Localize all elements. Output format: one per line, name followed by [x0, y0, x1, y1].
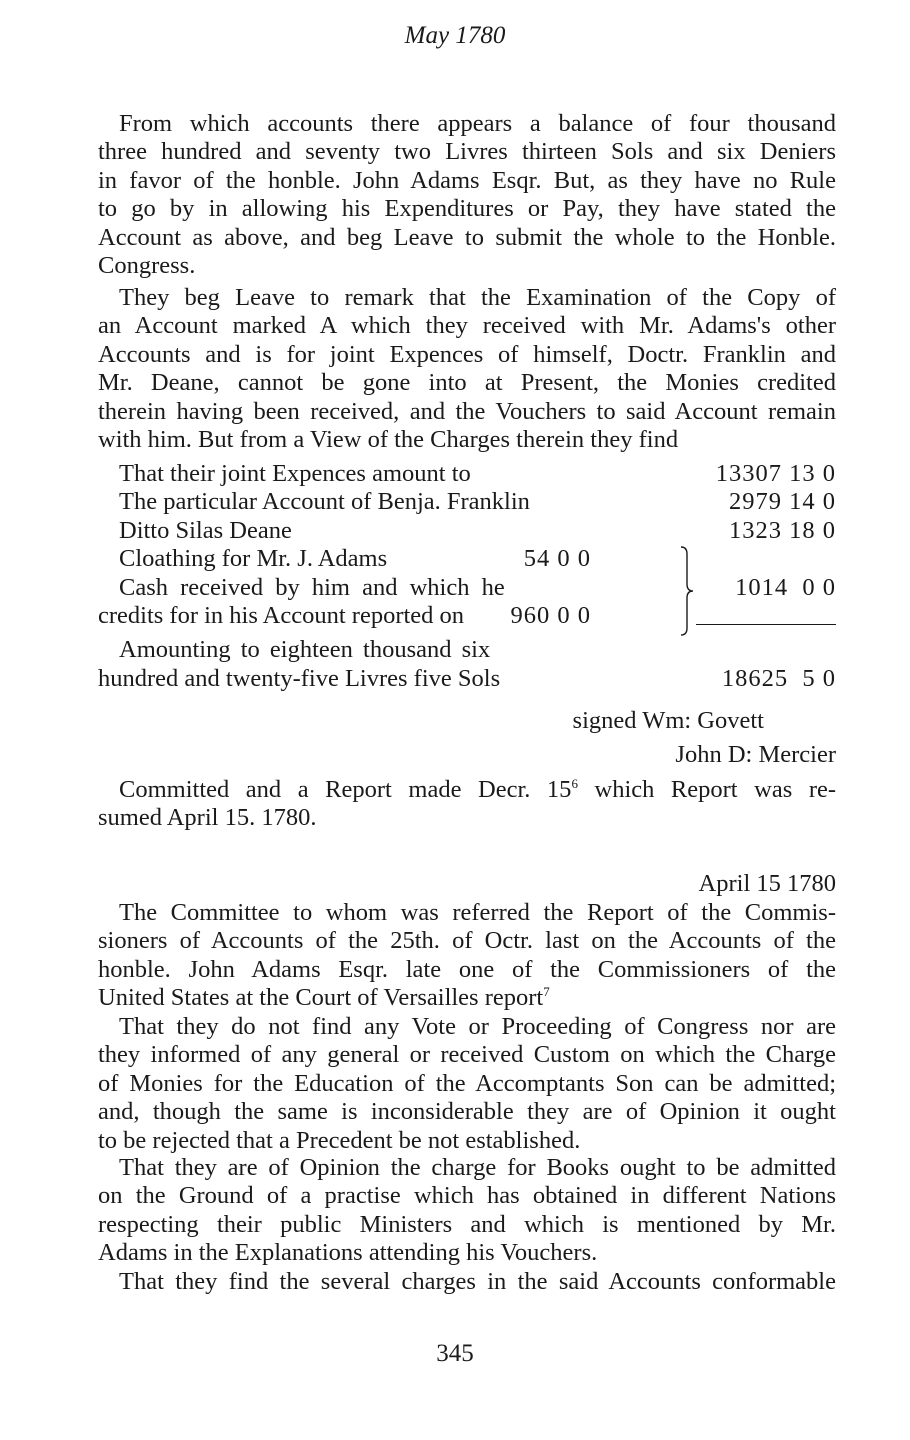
text-segment: United States at the Court of Versailles report [98, 984, 544, 1012]
text-line: on the Ground of a practise which has obtained in different Nations [98, 1182, 836, 1210]
paragraph-remark [98, 284, 836, 454]
ledger-label: Cash received by him and which he [119, 573, 505, 601]
text-line: The Committee to whom was referred the Report of the Commis- [119, 899, 836, 926]
text-line: That they find the several charges in the said Accounts conformable [119, 1268, 836, 1295]
text-line: Accounts and is for joint Expences of himself, Doctr. Franklin and [98, 340, 836, 368]
ledger-row [119, 460, 836, 488]
text-line: That they do not find any Vote or Proceeding of Congress nor are [119, 1013, 836, 1040]
running-head: May 1780 [404, 22, 506, 49]
paragraph-books [98, 1154, 836, 1268]
ledger-subtotal: 54 0 0 [523, 545, 591, 573]
paragraph-conformable [119, 1268, 836, 1296]
text-line: therein having been received, and the Vouchers to said Account remain [98, 397, 836, 425]
text-line: They beg Leave to remark that the Examination of the Copy of [119, 284, 836, 311]
ledger-row [98, 664, 836, 693]
sum-rule [696, 624, 836, 625]
right-brace-icon [679, 546, 699, 636]
ledger-row [98, 601, 836, 630]
text-line: From which accounts there appears a balance of four thousand [119, 110, 836, 137]
ledger-row [119, 574, 836, 602]
ledger-label: That their joint Expences amount to [119, 460, 471, 487]
text-line: with him. But from a View of the Charges therein they find [98, 426, 679, 454]
text-line: That they are of Opinion the charge for Books ought to be admitted [119, 1154, 836, 1181]
ledger-row [119, 517, 836, 545]
ledger-amount: 2979 14 0 [729, 488, 836, 516]
text-line: in favor of the honble. John Adams Esqr. But, as they have no Rule [98, 166, 836, 194]
footnote-marker: 6 [571, 776, 578, 791]
text-line: of Monies for the Education of the Accomptants Son can be admitted; [98, 1069, 836, 1097]
text-line: three hundred and seventy two Livres thirteen Sols and six Deniers [98, 138, 836, 166]
text-line: to go by in allowing his Expenditures or Pay, they have stated the [98, 195, 836, 223]
text-segment: which Report was re- [594, 776, 837, 803]
ledger-subtotal: 960 0 0 [510, 601, 591, 629]
text-line: and, though the same is inconsiderable they are of Opinion it ought [98, 1098, 836, 1126]
text-line: honble. John Adams Esqr. late one of the Commissioners of the [98, 955, 836, 983]
ledger-row [119, 545, 836, 573]
paragraph-education [98, 1013, 836, 1155]
ledger-row [119, 636, 836, 664]
text-line: to be rejected that a Precedent be not established. [98, 1126, 581, 1154]
text-line: Adams in the Explanations attending his Vouchers. [98, 1239, 598, 1267]
ledger-amount: 1014 0 0 [735, 573, 836, 601]
text-line: they informed of any general or received Custom on which the Charge [98, 1041, 836, 1069]
text-line: sioners of Accounts of the 25th. of Octr. last on the Accounts of the [98, 927, 836, 955]
ledger-label: Amounting to eighteen thousand six [119, 636, 491, 664]
paragraph-balance [98, 110, 836, 280]
paragraph-committee [98, 899, 836, 1013]
text-line [98, 984, 836, 1012]
ledger-label: Cloathing for Mr. J. Adams [119, 545, 388, 573]
footnote-marker: 7 [543, 984, 550, 1000]
ledger-label: The particular Account of Benja. Franklin [119, 488, 530, 516]
ledger-amount: 1323 18 0 [729, 516, 836, 544]
ledger-row [119, 488, 836, 516]
text-line: Congress. [98, 252, 196, 280]
paragraph-committed [98, 776, 837, 833]
ledger-amount: 13307 13 0 [715, 460, 836, 487]
page-number: 345 [436, 1340, 474, 1367]
text-line: Mr. Deane, cannot be gone into at Present, the Monies credited [98, 369, 836, 397]
ledger-label: Ditto Silas Deane [119, 516, 292, 544]
signature-govett: signed Wm: Govett [572, 707, 764, 734]
text-line: respecting their public Ministers and which is mentioned by Mr. [98, 1210, 836, 1238]
text-line: sumed April 15. 1780. [98, 804, 317, 832]
ledger-total: 18625 5 0 [721, 664, 836, 692]
text-line: an Account marked A which they received with Mr. Adams's other [98, 312, 836, 340]
account-ledger [98, 460, 836, 693]
signature-mercier: John D: Mercier [675, 741, 836, 768]
ledger-label: credits for in his Account reported on [98, 601, 465, 629]
text-line: Account as above, and beg Leave to submit the whole to the Honble. [98, 223, 836, 251]
text-line [119, 776, 836, 804]
ledger-label: hundred and twenty-five Livres five Sols [98, 664, 501, 692]
text-segment: Committed and a Report made Decr. 15 [119, 776, 572, 803]
dateline: April 15 1780 [698, 870, 836, 897]
